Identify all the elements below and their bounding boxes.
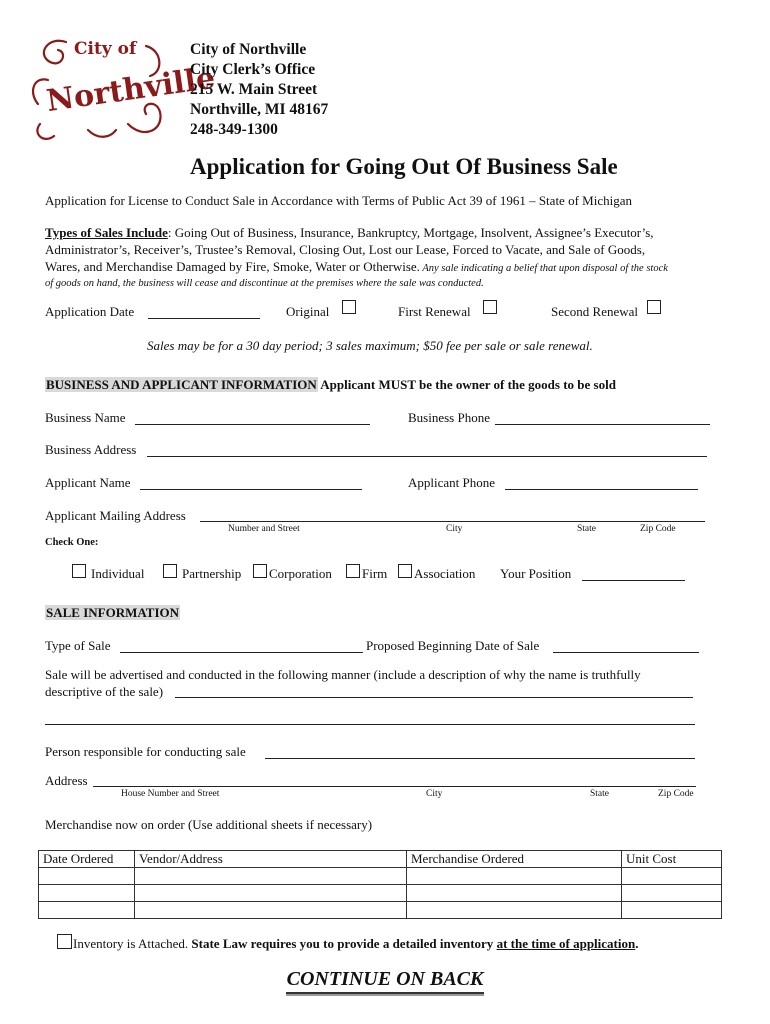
continue-on-back [286,968,484,994]
subtitle: Application for License to Conduct Sale in Accordance with Terms of Public Act 39 of 1961 – State of Michigan [45,193,632,208]
firm-checkbox[interactable] [346,564,360,578]
svg-text:City of: City of [74,39,137,59]
business-section-title: BUSINESS AND APPLICANT INFORMATION [46,377,317,392]
sale-address-label: Address [45,773,88,788]
business-name-field[interactable] [135,424,370,425]
header-address [190,40,328,140]
table-row[interactable] [39,902,722,919]
continue-text: CONTINUE ON BACK [286,968,484,990]
second-renewal-label: Second Renewal [551,304,639,319]
col-vendor-address: Vendor/Address [135,851,407,868]
applicant-phone-field[interactable] [505,489,698,490]
office-name: City Clerk’s Office [190,61,316,78]
manner-label-line1: Sale will be advertised and conducted in the following manner (include a description of why the name is truthfully [45,667,641,682]
org-name: City of Northville [190,41,307,58]
original-checkbox[interactable] [342,300,356,314]
svg-text:Northville: Northville [44,60,218,120]
person-responsible-field[interactable] [265,758,695,759]
business-name-label: Business Name [45,410,126,425]
types-line2: Administrator’s, Receiver’s, Trustee’s Removal, Closing Out, Lost our Lease, Forced to Vacate, and Sale of Goods, [45,242,646,257]
type-of-sale-field[interactable] [120,652,363,653]
manner-label-line2: descriptive of the sale) [45,684,164,699]
state-law-end: . [635,936,639,951]
types-line1: : Going Out of Business, Insurance, Bankruptcy, Mortgage, Insolvent, Assignee’s Executor’s, [167,225,654,240]
types-paragraph [45,224,668,290]
city-state: Northville, MI 48167 [190,101,329,118]
individual-checkbox[interactable] [72,564,86,578]
partnership-checkbox[interactable] [163,564,177,578]
types-note-cont: of goods on hand, the business will cease and discontinue at the premises where the sale was conducted. [45,278,484,289]
period-note: Sales may be for a 30 day period; 3 sales maximum; $50 fee per sale or sale renewal. [147,338,593,353]
business-address-label: Business Address [45,442,137,457]
applicant-name-field[interactable] [140,489,362,490]
col-merchandise-ordered: Merchandise Ordered [407,851,622,868]
position-label: Your Position [500,566,572,581]
table-header-row [39,851,722,868]
position-field[interactable] [582,580,685,581]
association-checkbox[interactable] [398,564,412,578]
inventory-checkbox[interactable] [57,934,72,949]
partnership-label: Partnership [182,566,242,581]
page-title: Application for Going Out Of Business Sale [190,154,618,179]
begin-date-field[interactable] [553,652,699,653]
state-law-underlined: at the time of application [496,936,636,951]
original-label: Original [286,304,330,319]
corporation-label: Corporation [269,566,332,581]
sale-sub-state: State [590,789,609,799]
business-phone-field[interactable] [495,424,710,425]
state-law-text: State Law requires you to provide a detailed inventory [188,936,497,951]
street: 215 W. Main Street [190,81,318,98]
application-date-label: Application Date [45,304,135,319]
person-responsible-label: Person responsible for conducting sale [45,744,246,759]
manner-field-1[interactable] [175,697,693,698]
merchandise-label: Merchandise now on order (Use additional sheets if necessary) [45,817,373,832]
inventory-label: Inventory is Attached. [73,936,189,951]
check-one-label: Check One: [45,537,99,548]
phone: 248-349-1300 [190,121,278,138]
mailing-address-label: Applicant Mailing Address [45,508,186,523]
col-date-ordered: Date Ordered [39,851,135,868]
types-note: Any sale indicating a belief that upon disposal of the stock [419,263,668,274]
first-renewal-label: First Renewal [398,304,471,319]
sale-address-field[interactable] [93,786,696,787]
business-phone-label: Business Phone [408,410,490,425]
applicant-name-label: Applicant Name [45,475,131,490]
mailing-address-field[interactable] [200,521,705,522]
individual-label: Individual [91,566,145,581]
sale-section-title: SALE INFORMATION [46,605,180,620]
firm-label: Firm [362,566,388,581]
business-section-note: Applicant MUST be the owner of the goods to be sold [317,377,616,392]
type-of-sale-label: Type of Sale [45,638,111,653]
corporation-checkbox[interactable] [253,564,267,578]
sale-sub-zip: Zip Code [658,789,694,799]
begin-date-label: Proposed Beginning Date of Sale [366,638,540,653]
sale-section-heading [45,605,180,621]
mailing-sub-zip: Zip Code [640,524,676,534]
mailing-sub-street: Number and Street [228,524,300,534]
inventory-line [73,936,638,952]
types-label: Types of Sales Include [45,225,168,240]
business-address-field[interactable] [147,456,707,457]
mailing-sub-city: City [446,524,463,534]
col-unit-cost: Unit Cost [622,851,722,868]
first-renewal-checkbox[interactable] [483,300,497,314]
application-date-field[interactable] [148,318,260,319]
city-logo [28,32,218,144]
table-row[interactable] [39,868,722,885]
association-label: Association [414,566,476,581]
sale-sub-street: House Number and Street [121,789,220,799]
types-line3: Wares, and Merchandise Damaged by Fire, Smoke, Water or Otherwise. [45,259,420,274]
table-row[interactable] [39,885,722,902]
merchandise-table [38,850,722,919]
sale-sub-city: City [426,789,443,799]
mailing-sub-state: State [577,524,596,534]
manner-field-2[interactable] [45,724,695,725]
applicant-phone-label: Applicant Phone [408,475,496,490]
second-renewal-checkbox[interactable] [647,300,661,314]
business-section-heading [45,377,616,393]
